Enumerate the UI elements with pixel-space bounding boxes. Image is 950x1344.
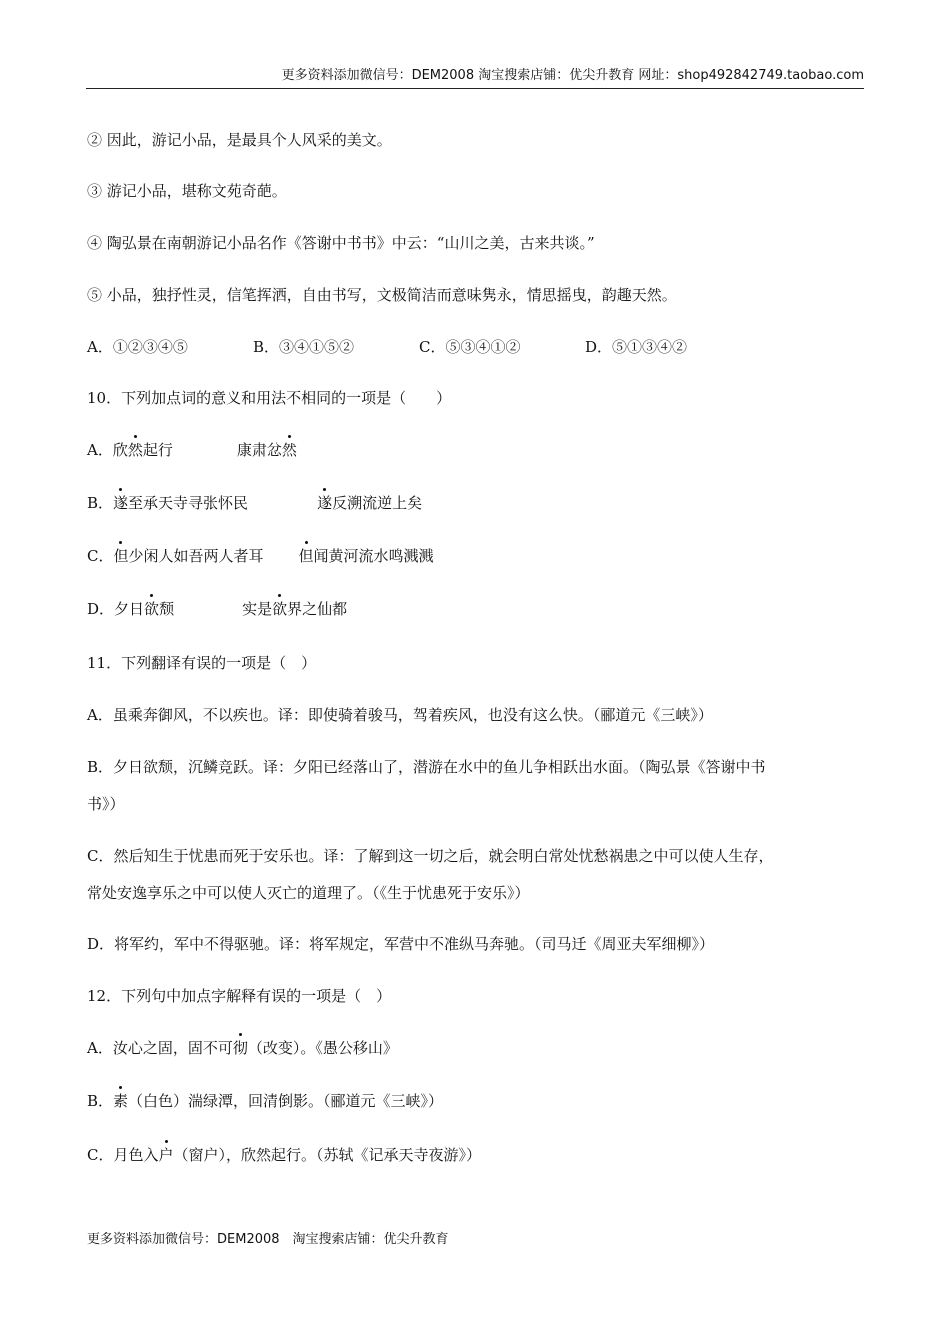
sentence-3: ③ 游记小品，堪称文苑奇葩。 xyxy=(87,182,287,200)
q9-option-c: C．⑤③④①② xyxy=(419,338,521,356)
dotted-char: 但 xyxy=(298,547,314,565)
q12-option-b xyxy=(87,1091,443,1111)
page-header: 更多资料添加微信号：DEM2008 淘宝搜索店铺：优尖升教育 网址：shop492842749.taobao.com xyxy=(86,66,864,89)
dotted-char: 然 xyxy=(127,441,143,459)
q12-option-c xyxy=(87,1145,481,1165)
text: 至承天寺寻张怀民 xyxy=(128,494,249,512)
q11-option-d: D．将军约，军中不得驱驰。译：将军规定，军营中不准纵马奔驰。（司马迁《周亚夫军细柳》） xyxy=(87,935,715,953)
text: 起行 xyxy=(142,441,173,459)
sentence-4: ④ 陶弘景在南朝游记小品名作《答谢中书书》中云：“山川之美，古来共谈。” xyxy=(87,234,595,252)
text: 欣 xyxy=(112,441,128,459)
option-label: B． xyxy=(87,494,114,512)
dotted-char: 然 xyxy=(281,441,297,459)
text: 夕日 xyxy=(114,600,145,618)
q10-option-d xyxy=(87,599,347,619)
text: 闻黄河流水鸣溅溅 xyxy=(313,547,434,565)
q11-option-a: A．虽乘奔御风，不以疾也。译：即使骑着骏马，驾着疾风，也没有这么快。（郦道元《三峡》） xyxy=(87,706,713,724)
q9-option-d: D．⑤①③④② xyxy=(585,338,688,356)
text: 实是 xyxy=(242,600,273,618)
q10-option-c xyxy=(87,546,434,566)
q9-options xyxy=(87,337,687,357)
dotted-char: 遂 xyxy=(113,494,129,512)
q12-stem: 12．下列句中加点字解释有误的一项是（ ） xyxy=(87,987,392,1005)
q11-option-b-line1: B．夕日欲颓，沉鳞竞跃。译：夕阳已经落山了，潜游在水中的鱼儿争相跃出水面。（陶弘景《答谢中书 xyxy=(87,758,766,776)
dotted-char: 欲 xyxy=(144,600,160,618)
q11-stem: 11．下列翻译有误的一项是（ ） xyxy=(87,654,317,672)
text: 界之仙都 xyxy=(287,600,348,618)
text: 颓 xyxy=(159,600,175,618)
dotted-char: 遂 xyxy=(317,494,333,512)
q10-option-a xyxy=(87,440,297,460)
q11-option-b-line2: 书》） xyxy=(87,795,125,813)
q12-option-a xyxy=(87,1038,398,1058)
option-label: C． xyxy=(87,1146,114,1164)
text: 康肃忿 xyxy=(236,441,282,459)
option-label: C． xyxy=(87,547,114,565)
option-label: B． xyxy=(87,1092,114,1110)
text: 少闲人如吾两人者耳 xyxy=(128,547,264,565)
text: 月色入 xyxy=(113,1146,159,1164)
option-label: D． xyxy=(87,600,115,618)
text: 反溯流逆上矣 xyxy=(332,494,423,512)
dotted-char: 素 xyxy=(113,1092,129,1110)
option-label: A． xyxy=(87,441,113,459)
q11-option-c-line1: C．然后知生于忧患而死于安乐也。译：了解到这一切之后，就会明白常处忧愁祸患之中可以使人生存， xyxy=(87,847,774,865)
q11-option-c-line2: 常处安逸享乐之中可以使人灭亡的道理了。（《生于忧患死于安乐》） xyxy=(87,884,530,902)
q10-stem: 10．下列加点词的意义和用法不相同的一项是（ ） xyxy=(87,389,452,407)
text: （白色）湍绿潭，回清倒影。（郦道元《三峡》） xyxy=(128,1092,444,1110)
text: （窗户），欣然起行。（苏轼《记承天寺夜游》） xyxy=(173,1146,482,1164)
dotted-char: 彻 xyxy=(232,1039,248,1057)
dotted-char: 欲 xyxy=(272,600,288,618)
text: 汝心之固，固不可 xyxy=(112,1039,233,1057)
text: （改变）。《愚公移山》 xyxy=(247,1039,398,1057)
option-label: A． xyxy=(87,1039,113,1057)
q9-option-a: A．①②③④⑤ xyxy=(87,338,188,356)
dotted-char: 但 xyxy=(113,547,129,565)
dotted-char: 户 xyxy=(158,1146,174,1164)
q10-option-b xyxy=(87,493,422,513)
page-footer: 更多资料添加微信号：DEM2008 淘宝搜索店铺：优尖升教育 xyxy=(87,1232,449,1247)
q9-option-b: B．③④①⑤② xyxy=(253,338,355,356)
sentence-5: ⑤ 小品，独抒性灵，信笔挥洒，自由书写，文极简洁而意味隽永，情思摇曳，韵趣天然。 xyxy=(87,286,677,304)
sentence-2: ② 因此，游记小品，是最具个人风采的美文。 xyxy=(87,131,392,149)
